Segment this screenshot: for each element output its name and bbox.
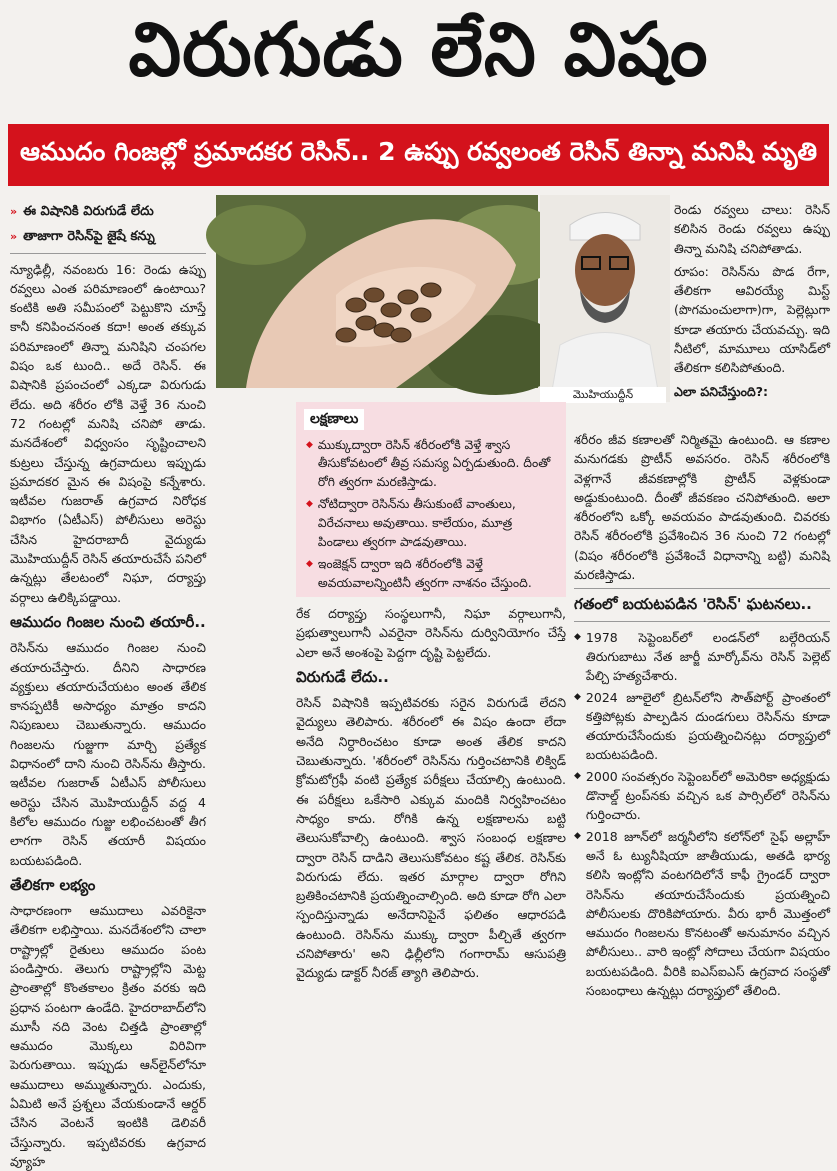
bullet-icon: ◆ <box>306 499 313 510</box>
how-it-works-text: శరీరం జీవ కణాలతో నిర్మితమై ఉంటుంది. ఆ కణాల మనుగడకు ప్రొటీన్ అవసరం. రెసిన్ శరీరంలోకి వెళ్లగానే జీవకణాల్లోకి ప్రొటీన్ వెళ్లకుండా అడ్డుకుంటుంది. దీంతో జీవకణం చనిపోతుంది. అలా శరీరంలోని ఒక్కో అవయవం పాడవుతుంది. చివరకు రెసిన్ శరీరంలోకి ప్రవేశించిన 36 నుంచి 72 గంటల్లో (విషం శరీరంలోకి ప్రవేశించే విధానాన్ని బట్టి) మనిషి మరణిస్తాడు. <box>574 432 830 583</box>
incident-item <box>574 767 830 825</box>
symptom-text: ముక్కుద్వారా రెసిన్ శరీరంలోకి వెళ్తే శ్వాస తీసుకోవటంలో తీవ్ర సమస్య ఏర్పడుతుంది. దీంతో రోగి త్వరగా మరణిస్తాడు. <box>317 437 551 489</box>
column-3-top <box>674 200 830 425</box>
section-text-availability: సాధారణంగా ఆముదాలు ఎవరికైనా తేలికగా లభిస్తాయి. మనదేశంలోని చాలా రాష్ట్రాల్లో రైతులు ఆముదం పంట పండిస్తారు. తెలుగు రాష్ట్రాల్లోని మెట్ట ప్రాంతాల్లో కొంతకాలం క్రితం వరకు ఇది ప్రధాన పంటగా ఉండేది. హైదరాబాద్‌లోని మూసీ నది వెంట చిత్తడి ప్రాంతాల్లో ఆముదం మొక్కలు విరివిగా పెరుగుతాయి. ఇప్పుడు ఆన్‌లైన్‌లోనూ ఆముదాలు అమ్ముతున్నారు. ఎందుకు, ఏమిటి అనే ప్రశ్నలు వేయకుండానే ఆర్డర్ చేసిన వెంటనే ఇంటికి డెలివరీ చేస్తున్నారు. ఇప్పటివరకు ఉగ్రవాద వ్యూహ <box>10 903 206 1169</box>
incident-text: 2024 జూలైలో బ్రిటన్‌లోని సౌత్‌పోర్ట్ ప్రాంతంలో కత్తిపోట్లకు పాల్పడిన దుండగులు రెసిన్‌ను కూడా తయారుచేసేందుకు ప్రయత్నించినట్లు దర్యాప్తులో బయటపడింది. <box>585 689 830 763</box>
headline: విరుగుడు లేని విషం <box>128 7 709 93</box>
section-title-past-incidents: గతంలో బయటపడిన 'రెసిన్' ఘటనలు.. <box>574 595 812 614</box>
column-3-main <box>574 430 830 1020</box>
incident-item <box>574 827 830 1001</box>
section-text-no-antidote: రెసిన్ విషానికి ఇప్పటివరకు సరైన విరుగుడే లేదని వైద్యులు తెలిపారు. శరీరంలో ఈ విషం ఉందా లేదా అనేది నిర్ధారించటం కూడా అంత తేలిక కాదని చెబుతున్నారు. 'శరీరంలో రెసిన్‌ను గుర్తించటానికి లిక్విడ్ క్రోమటోగ్రఫీ వంటి ప్రత్యేక పరీక్షలు చేయాల్సి ఉంటుంది. ఈ పరీక్షలు ఒకేసారి ఎక్కువ మందికి నిర్వహించటం సాధ్యం కాదు. రోగికి ఉన్న లక్షణాలను బట్టి తెలుసుకోవాల్సి ఉంటుంది. శ్వాస సంబంధ లక్షణాల ద్వారా రెసిన్ దాడిని తెలుసుకోవటం కష్ట తేలిక. రెసిన్‌కు విరుగుడు లేదు. ఇతర మార్గాల ద్వారా రోగిని బ్రతికించటానికి ప్రయత్నించాల్సింది. అది కూడా రోగి ఎలా స్పందిస్తున్నాడు అనేదానిపైనే ఫలితం ఆధారపడి ఉంటుంది. రెసిన్‌ను ముక్కు ద్వారా పీల్చితే త్వరగా చనిపోతారు' అని ఢిల్లీలోని గంగారామ్ ఆసుపత్రి వైద్యుడు డాక్టర్ నీరజ్ త్యాగి తెలిపారు. <box>296 695 566 981</box>
column-1 <box>10 202 206 1169</box>
symptom-text: నోటిద్వారా రెసిన్‌ను తీసుకుంటే వాంతులు, విరేచనాలు అవుతాయి. కాలేయం, మూత్ర పిండాలు త్వరగా పాడవుతాయి. <box>317 497 516 549</box>
bullet-icon: ◆ <box>574 830 581 841</box>
subheadline-banner <box>8 124 829 186</box>
how-it-works-title: ఎలా పనిచేస్తుంది?: <box>674 383 769 399</box>
castor-seeds-photo <box>216 195 538 388</box>
symptom-item <box>306 436 556 492</box>
portrait-photo <box>540 195 670 402</box>
highlight-2-text: తాజాగా రెసిన్‌పై జైషే కన్ను <box>23 229 155 245</box>
highlight-2 <box>10 227 206 246</box>
double-arrow-icon: » <box>10 205 18 218</box>
symptoms-title: లక్షణాలు <box>304 409 364 430</box>
highlight-1-text: ఈ విషానికి విరుగుడే లేదు <box>23 204 154 219</box>
incident-text: 1978 సెప్టెంబర్‌లో లండన్‌లో బల్గేరియన్ తిరుగుబాటు నేత జార్జీ మార్కోవ్‌ను రెసిన్ పెల్లెట్ పేల్చి హత్యచేశారు. <box>585 629 830 684</box>
highlight-1 <box>10 202 206 221</box>
bullet-icon: ◆ <box>306 559 313 570</box>
castor-seeds-illustration <box>216 195 538 388</box>
incident-item <box>574 628 830 686</box>
article-intro: న్యూఢిల్లీ, నవంబరు 16: రెండు ఉప్పు రవ్వలు ఎంత పరిమాణంలో ఉంటాయి? కంటికి అతి సమీపంలో పెట్టుకొని చూస్తే కానీ కనిపించనంత కదా! అంత తక్కువ పరిమాణంలో తిన్నా మనిషిని చంపగల విషం ఒక టుంది.. అదే రెసిన్. ఈ విషానికి ప్రపంచంలో ఎక్కడా విరుగుడు లేదు. అది శరీరం లోకి వెళ్తే 36 నుంచి 72 గంటల్లో మనిషి చనిపో తాడు. మనదేశంలో విధ్వంసం సృష్టించాలని కుట్రలు చేస్తున్న ఉగ్రవాదులు ఇప్పుడు ప్రమాదకర మైన ఈ విషంపై కన్నేశారు. ఇటీవల గుజరాత్ ఉగ్రవాద నిరోధక విభాగం (ఏటీఎస్) పోలీసులు అరెస్టు చేసిన హైదరాబాదీ వైద్యుడు మొహియుద్దీన్ రెసిన్ తయారుచేసే పనిలో ఉన్నట్లు తేలటంలో నిఘా, దర్యాప్తు వర్గాలు ఉలిక్కిపడ్డాయి. <box>10 261 206 605</box>
bullet-icon: ◆ <box>574 691 581 702</box>
two-grains-text: రెండు రవ్వలు చాలు: రెసిన్ కలిసిన రెండు రవ్వలు ఉప్పు తిన్నా మనిషి చనిపోతాడు. <box>674 202 830 256</box>
incident-text: 2018 జూన్‌లో జర్మనీలోని కలోన్‌లో సైఫ్ అల్లాహ్ అనే ఓ ట్యునీషియా జాతీయుడు, అతడి భార్య కలిసి ఇంట్లోని వంటగదిలోనే కాఫీ గ్రైండర్ ద్వారా రెసిన్‌ను తయారుచేసేందుకు ప్రయత్నించి పోలీసులకు దొరికిపోయారు. వీరు భారీ మొత్తంలో ఆముదం గింజలను కొనటంతో అనుమానం వచ్చిన పోలీసులు.. వారి ఇంట్లో సోదాలు చేయగా విషయం బయటపడింది. వీరికి ఐఎస్ఐఎస్ ఉగ్రవాద సంస్థతో సంబంధాలు ఉన్నట్లు దర్యాప్తులో తేలింది. <box>585 828 830 999</box>
person-portrait-illustration <box>540 195 670 402</box>
subheadline: ఆముదం గింజల్లో ప్రమాదకర రెసిన్.. 2 ఉప్పు రవ్వలంత రెసిన్ తిన్నా మనిషి మృతి <box>19 137 818 166</box>
form-text: రూపం: రెసిన్‌ను పొడ రేగా, తేలికగా ఆవిరయ్యే మిస్ట్ (పొగమంచులాగా)గా, పెల్లెట్లుగా కూడా తయారు చేయవచ్చు. ఇది నీటిలో, మామూలు యాసిడ్‌లో తేలికగా కలిసిపోతుంది. <box>674 263 830 376</box>
section-title-no-antidote: విరుగుడే లేదు.. <box>296 667 389 686</box>
incident-text: 2000 సంవత్సరం సెప్టెంబర్‌లో అమెరికా అధ్యక్షుడు డొనాల్డ్ ట్రంప్‌నకు వచ్చిన ఒక పార్సిల్‌లో రెసిన్‌ను గుర్తించారు. <box>585 768 830 823</box>
section-text-castor: రెసిన్‌ను ఆముదం గింజల నుంచి తయారుచేస్తారు. దీనిని సాధారణ వ్యక్తులు తయారుచేయటం అంత తేలిక కానప్పటికీ అసాధ్యం మాత్రం కాదని నిపుణులు చెబుతున్నారు. ఆముదం గింజలను గుజ్జుగా మార్చి ప్రత్యేక విధానంలో దాని నుంచి రెసిన్‌ను తీస్తారు. ఇటీవల గుజరాత్ ఏటీఎస్ పోలీసులు అరెస్టు చేసిన మొహియుద్దీన్ వద్ద 4 కిలోల ఆముదం గుజ్జు లభించటంతో తీగ లాగగా రెసిన్ తయారీ విషయం బయటపడింది. <box>10 640 206 868</box>
bullet-icon: ◆ <box>306 439 313 450</box>
photo-caption: మొహియుద్దీన్ <box>540 387 666 403</box>
col2-intro: రేక దర్యాప్తు సంస్థలుగానీ, నిఘా వర్గాలుగానీ, ప్రభుత్వాలుగానీ ఎవరైనా రెసిన్‌ను దుర్వినియోగం చేస్తే ఎలా అనే అంశంపై పెద్దగా దృష్టి పెట్టలేదు. <box>296 606 566 660</box>
incident-item <box>574 688 830 765</box>
symptoms-box <box>296 402 566 597</box>
divider <box>574 621 830 622</box>
section-title-availability: తేలికగా లభ్యం <box>10 875 96 894</box>
symptom-item <box>306 555 556 592</box>
section-title-castor: ఆముదం గింజల నుంచి తయారీ.. <box>10 612 206 631</box>
column-2 <box>296 604 566 1020</box>
bullet-icon: ◆ <box>574 631 581 642</box>
bullet-icon: ◆ <box>574 770 581 781</box>
divider <box>10 253 206 254</box>
double-arrow-icon: » <box>10 230 18 244</box>
symptom-text: ఇంజెక్షన్ ద్వారా ఇది శరీరంలోకి వెళ్తే అవయవాలన్నింటినీ త్వరగా నాశనం చేస్తుంది. <box>317 557 532 590</box>
symptom-item <box>306 495 556 551</box>
divider <box>574 588 830 589</box>
